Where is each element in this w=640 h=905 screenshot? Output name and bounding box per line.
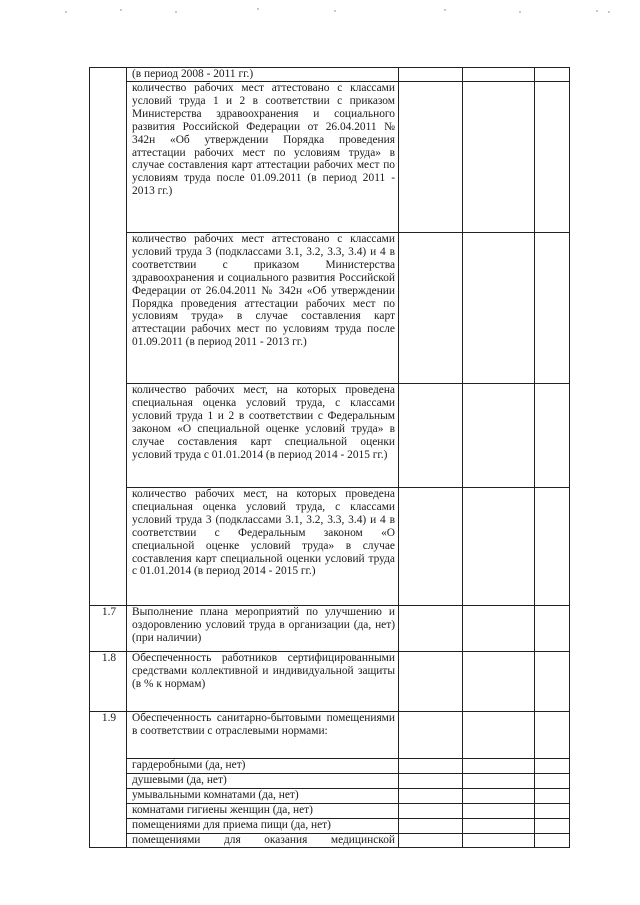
- table-row: [90, 82, 570, 233]
- row-number: 1.8: [90, 652, 127, 712]
- value-cell: [463, 789, 535, 804]
- value-cell: [399, 652, 463, 712]
- row-description: Выполнение плана мероприятий по улучшению и оздоровлению условий труда в организации (да, нет) (при наличии): [127, 606, 399, 652]
- table-row: [90, 804, 570, 819]
- value-cell: [463, 488, 535, 606]
- value-cell: [463, 834, 535, 848]
- value-cell: [535, 712, 570, 759]
- value-cell: [399, 712, 463, 759]
- value-cell: [399, 819, 463, 834]
- table-row: [90, 774, 570, 789]
- value-cell: [463, 68, 535, 82]
- value-cell: [535, 789, 570, 804]
- value-cell: [463, 606, 535, 652]
- table-row: [90, 384, 570, 488]
- value-cell: [535, 233, 570, 384]
- value-cell: [463, 652, 535, 712]
- value-cell: [535, 652, 570, 712]
- table-row: [90, 759, 570, 774]
- value-cell: [463, 759, 535, 774]
- row-description: помещениями для оказания медицинской: [127, 834, 399, 848]
- table-row: [90, 712, 570, 759]
- table-row: [90, 233, 570, 384]
- value-cell: [399, 774, 463, 789]
- value-cell: [399, 789, 463, 804]
- row-description: душевыми (да, нет): [127, 774, 399, 789]
- value-cell: [535, 759, 570, 774]
- row-description: количество рабочих мест аттестовано с классами условий труда 3 (подклассами 3.1, 3.2, 3.3, 3.4) и 4 в соответствии с приказом Министерства здравоохранения и социального развития Российской Федерации от 26.04.2011 № 342н «Об утверждении Порядка проведения аттестации рабочих мест по условиям труда» в случае составления карт аттестации рабочих мест по условиям труда после 01.09.2011 (в период 2011 - 2013 гг.): [127, 233, 399, 384]
- value-cell: [399, 82, 463, 233]
- row-description: Обеспеченность работников сертифицированными средствами коллективной и индивидуальной защиты (в % к нормам): [127, 652, 399, 712]
- table-row: [90, 606, 570, 652]
- value-cell: [463, 384, 535, 488]
- row-description: количество рабочих мест, на которых проведена специальная оценка условий труда, с классами условий труда 3 (подклассами 3.1, 3.2, 3.3, 3.4) и 4 в соответствии с Федеральным законом «О специальной оценке условий труда» в случае составления карт специальной оценки условий труда с 01.01.2014 (в период 2014 - 2015 гг.): [127, 488, 399, 606]
- indicators-table: [89, 67, 570, 848]
- value-cell: [535, 384, 570, 488]
- row-description: умывальными комнатами (да, нет): [127, 789, 399, 804]
- row-number: 1.7: [90, 606, 127, 652]
- value-cell: [463, 819, 535, 834]
- row-description: комнатами гигиены женщин (да, нет): [127, 804, 399, 819]
- row-description: гардеробными (да, нет): [127, 759, 399, 774]
- row-description: количество рабочих мест аттестовано с классами условий труда 1 и 2 в соответствии с приказом Министерства здравоохранения и социального развития Российской Федерации от 26.04.2011 № 342н «Об утверждении Порядка проведения аттестации рабочих мест по условиям труда» в случае составления карт аттестации рабочих мест по условиям труда после 01.09.2011 (в период 2011 - 2013 гг.): [127, 82, 399, 233]
- row-description: (в период 2008 - 2011 гг.): [127, 68, 399, 82]
- value-cell: [399, 759, 463, 774]
- table-row: [90, 488, 570, 606]
- value-cell: [535, 834, 570, 848]
- table-row: [90, 68, 570, 82]
- value-cell: [463, 233, 535, 384]
- row-number: [90, 68, 127, 606]
- value-cell: [399, 68, 463, 82]
- value-cell: [535, 488, 570, 606]
- value-cell: [399, 488, 463, 606]
- value-cell: [463, 712, 535, 759]
- value-cell: [399, 606, 463, 652]
- value-cell: [535, 68, 570, 82]
- table-row: [90, 819, 570, 834]
- row-description: помещениями для приема пищи (да, нет): [127, 819, 399, 834]
- value-cell: [535, 819, 570, 834]
- value-cell: [535, 804, 570, 819]
- row-description: количество рабочих мест, на которых проведена специальная оценка условий труда, с классами условий труда 1 и 2 в соответствии с Федеральным законом «О специальной оценке условий труда» в случае составления карт специальной оценки условий труда с 01.01.2014 (в период 2014 - 2015 гг.): [127, 384, 399, 488]
- value-cell: [399, 233, 463, 384]
- value-cell: [535, 82, 570, 233]
- value-cell: [399, 384, 463, 488]
- row-number: 1.9: [90, 712, 127, 848]
- value-cell: [535, 774, 570, 789]
- table-row: [90, 789, 570, 804]
- value-cell: [399, 804, 463, 819]
- value-cell: [399, 834, 463, 848]
- value-cell: [463, 82, 535, 233]
- row-description: Обеспеченность санитарно-бытовыми помещениями в соответствии с отраслевыми нормами:: [127, 712, 399, 759]
- table-row: [90, 652, 570, 712]
- value-cell: [463, 774, 535, 789]
- value-cell: [535, 606, 570, 652]
- table-row: [90, 834, 570, 848]
- value-cell: [463, 804, 535, 819]
- scan-noise: [0, 0, 640, 20]
